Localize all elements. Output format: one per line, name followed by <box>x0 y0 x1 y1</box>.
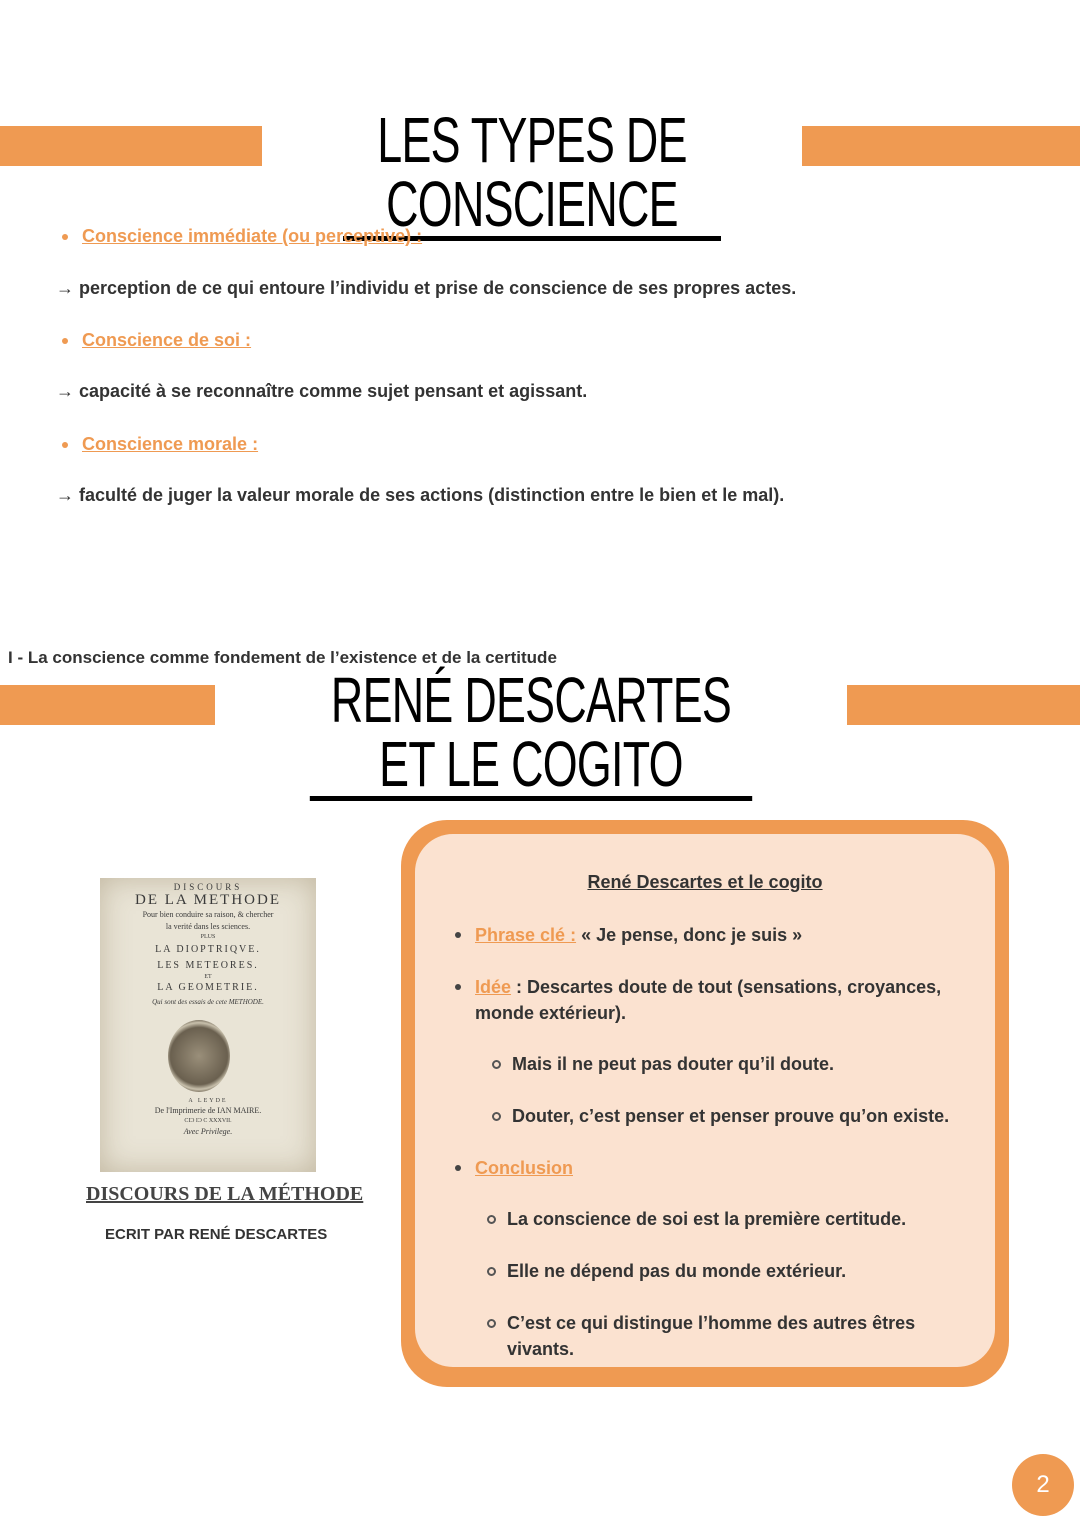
bullet-conscience-soi: Conscience de soi : <box>62 330 251 351</box>
cogito-card <box>401 820 1009 1387</box>
circle-bullet-icon <box>492 1112 501 1121</box>
section-title-types: LES TYPES DE CONSCIENCE <box>262 108 802 180</box>
book-line: Pour bien conduire sa raison, & chercher <box>142 910 274 919</box>
book-line: Avec Privilege. <box>183 1127 233 1136</box>
card-subitem: La conscience de soi est la première certitude. <box>507 1206 977 1232</box>
book-line: LES METEORES. <box>157 960 259 971</box>
book-line: LA DIOPTRIQVE. <box>155 944 261 955</box>
book-line: DE LA METHODE <box>135 892 281 908</box>
book-line: CIƆ IƆ C XXXVII. <box>184 1118 232 1124</box>
bullet-dot-icon <box>455 932 461 938</box>
book-line: DISCOURS <box>173 882 243 892</box>
bullet-dot-icon <box>62 442 68 448</box>
circle-bullet-icon <box>487 1215 496 1224</box>
book-line: LA GEOMETRIE. <box>157 982 259 993</box>
card-item-phrase: Phrase clé : « Je pense, donc je suis » <box>475 922 975 948</box>
book-line: A LEYDE <box>188 1098 228 1104</box>
book-caption-author: ECRIT PAR RENÉ DESCARTES <box>105 1226 328 1243</box>
bullet-conscience-immediate: Conscience immédiate (ou perceptive) : <box>62 226 422 247</box>
page-number-badge: 2 <box>1012 1454 1074 1516</box>
bullet-conscience-morale: Conscience morale : <box>62 434 258 455</box>
printer-seal-icon <box>168 1020 230 1092</box>
definition-soi: → capacité à se reconnaître comme sujet pensant et agissant. <box>56 381 588 401</box>
definition-morale: → faculté de juger la valeur morale de ses actions (distinction entre le bien et le mal). <box>56 485 785 505</box>
definition-immediate: → perception de ce qui entoure l’individu et prise de conscience de ses propres actes. <box>56 278 797 298</box>
bullet-dot-icon <box>455 984 461 990</box>
circle-bullet-icon <box>487 1267 496 1276</box>
card-subitem: C’est ce qui distingue l’homme des autres êtres vivants. <box>507 1310 947 1362</box>
book-line: la verité dans les sciences. <box>165 922 251 931</box>
section-title-descartes: RENÉ DESCARTES ET LE COGITO <box>215 668 847 740</box>
book-line: De l'Imprimerie de IAN MAIRE. <box>154 1106 262 1115</box>
card-subitem: Elle ne dépend pas du monde extérieur. <box>507 1258 977 1284</box>
book-cover-image <box>100 878 316 1172</box>
book-line: Qui sont des essais de cete METHODE. <box>152 998 264 1006</box>
bullet-dot-icon <box>62 338 68 344</box>
card-subitem: Douter, c’est penser et penser prouve qu’on existe. <box>512 1103 982 1129</box>
circle-bullet-icon <box>492 1060 501 1069</box>
card-subitem: Mais il ne peut pas douter qu’il doute. <box>512 1051 972 1077</box>
book-line: ET <box>204 974 212 980</box>
card-item-conclusion: Conclusion <box>475 1155 965 1181</box>
book-line: PLUS <box>200 934 216 940</box>
circle-bullet-icon <box>487 1319 496 1328</box>
card-title: René Descartes et le cogito <box>587 872 823 892</box>
book-caption-title: DISCOURS DE LA MÉTHODE <box>86 1183 364 1205</box>
cogito-card-body <box>415 834 995 1367</box>
bullet-dot-icon <box>455 1165 461 1171</box>
section-heading: I - La conscience comme fondement de l’existence et de la certitude <box>8 648 557 667</box>
card-item-idee: Idée : Descartes doute de tout (sensations, croyances, monde extérieur). <box>475 974 965 1026</box>
bullet-dot-icon <box>62 234 68 240</box>
